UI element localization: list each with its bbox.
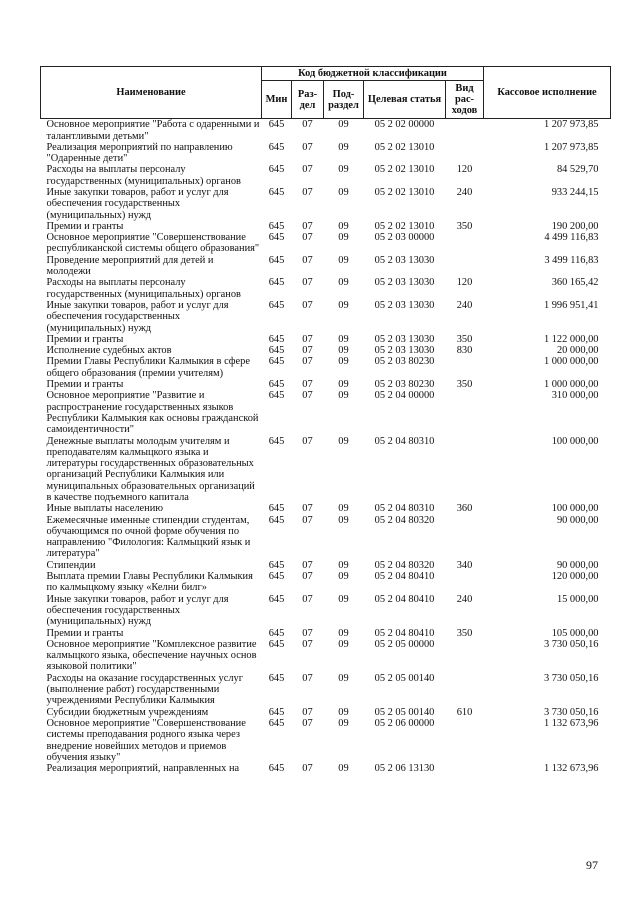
cell-min: 645 [268, 141, 285, 153]
cell-min: 645 [268, 379, 285, 391]
page-number: 97 [586, 858, 598, 872]
table-row [41, 221, 611, 232]
cell-celevaya: 05 2 04 00000 [374, 390, 435, 402]
table-body [41, 119, 611, 775]
table-row [41, 436, 611, 504]
cell-podrazdel: 09 [338, 717, 349, 729]
cell-min: 645 [268, 390, 285, 402]
cell-razdel: 07 [302, 345, 313, 357]
cell-amount: 4 499 116,83 [544, 232, 599, 244]
cell-vid: 350 [456, 220, 473, 232]
cell-min: 645 [268, 717, 285, 729]
cell-razdel: 07 [302, 254, 313, 266]
cell-celevaya: 05 2 02 13010 [374, 186, 435, 198]
cell-podrazdel: 09 [338, 593, 349, 605]
cell-celevaya: 05 2 03 13030 [374, 333, 435, 345]
header-celevaya: Целевая статья [364, 81, 446, 119]
cell-min: 645 [268, 232, 285, 244]
cell-razdel: 07 [302, 593, 313, 605]
cell-name: Расходы на оказание государственных услуг (выполнение работ) государственными учреждениями Республики Калмыкия [46, 672, 243, 707]
cell-podrazdel: 09 [338, 503, 349, 515]
cell-podrazdel: 09 [338, 254, 349, 266]
table-row [41, 277, 611, 300]
cell-vid: 120 [456, 277, 473, 289]
cell-amount: 1 000 000,00 [543, 356, 599, 368]
cell-name: Основное мероприятие "Совершенствование системы преподавания родного языка через внедрение новейших методов и приемов обучения языку" [46, 717, 246, 763]
cell-celevaya: 05 2 06 00000 [374, 717, 435, 729]
cell-razdel: 07 [302, 379, 313, 391]
cell-razdel: 07 [302, 277, 313, 289]
cell-razdel: 07 [302, 186, 313, 198]
cell-celevaya: 05 2 03 13030 [374, 299, 435, 311]
table-row [41, 594, 611, 628]
cell-name: Премии и гранты [46, 220, 124, 232]
cell-name: Ежемесячные именные стипендии студентам, обучающимся по очной форме обучения по направлению "Филология: Калмыцкий язык и литература" [46, 514, 251, 560]
cell-name: Выплата премии Главы Республики Калмыкия по калмыцкому языку «Келни билг» [46, 571, 253, 594]
cell-vid [446, 763, 484, 774]
cell-vid: 830 [456, 345, 473, 357]
cell-podrazdel: 09 [338, 277, 349, 289]
cell-podrazdel: 09 [338, 379, 349, 391]
cell-name: Иные закупки товаров, работ и услуг для обеспечения государственных (муниципальных) нужд [46, 186, 229, 221]
header-vid: Вид рас-ходов [446, 81, 484, 119]
cell-name: Премии и гранты [46, 627, 124, 639]
cell-razdel: 07 [302, 627, 313, 639]
cell-amount: 933 244,15 [551, 186, 599, 198]
table-row [41, 232, 611, 255]
cell-vid [446, 515, 484, 560]
cell-amount: 1 000 000,00 [543, 379, 599, 391]
cell-celevaya: 05 2 04 80310 [374, 503, 435, 515]
table-row [41, 390, 611, 435]
table-row [41, 560, 611, 571]
header-code-group: Код бюджетной классификации [262, 67, 484, 81]
cell-name: Реализация мероприятий по направлению "Одаренные дети" [46, 141, 233, 165]
cell-celevaya: 05 2 04 80310 [374, 435, 435, 447]
cell-amount: 1 122 000,00 [543, 333, 599, 345]
cell-razdel: 07 [302, 763, 313, 775]
cell-celevaya: 05 2 03 00000 [374, 232, 435, 244]
cell-vid [446, 673, 484, 707]
cell-name: Стипендии [46, 559, 96, 571]
cell-amount: 3 730 050,16 [543, 672, 599, 684]
cell-vid [446, 639, 484, 673]
cell-amount: 1 207 973,85 [543, 141, 599, 153]
cell-razdel: 07 [302, 514, 313, 526]
cell-min: 645 [268, 299, 285, 311]
cell-razdel: 07 [302, 706, 313, 718]
cell-min: 645 [268, 638, 285, 650]
cell-name: Исполнение судебных актов [46, 345, 172, 357]
cell-name: Расходы на выплаты персоналу государственных (муниципальных) органов [46, 277, 241, 300]
cell-celevaya: 05 2 04 80320 [374, 559, 435, 571]
cell-name: Основное мероприятие "Совершенствование республиканской системы общего образования" [46, 232, 260, 255]
cell-razdel: 07 [302, 220, 313, 232]
cell-razdel: 07 [302, 571, 313, 583]
cell-amount: 360 165,42 [551, 277, 599, 289]
cell-podrazdel: 09 [338, 333, 349, 345]
cell-razdel: 07 [302, 299, 313, 311]
cell-podrazdel: 09 [338, 627, 349, 639]
cell-razdel: 07 [302, 356, 313, 368]
cell-razdel: 07 [302, 435, 313, 447]
header-kassovoe: Кассовое исполнение [484, 67, 611, 119]
cell-min: 645 [268, 627, 285, 639]
cell-celevaya: 05 2 05 00000 [374, 638, 435, 650]
cell-name: Основное мероприятие "Комплексное развитие калмыцкого языка, обеспечение научных основ языковой политики" [46, 638, 257, 673]
cell-podrazdel: 09 [338, 164, 349, 176]
cell-vid [446, 436, 484, 504]
budget-table [40, 66, 611, 774]
cell-amount: 1 207 973,85 [543, 119, 599, 131]
cell-razdel: 07 [302, 638, 313, 650]
cell-amount: 3 730 050,16 [543, 638, 599, 650]
cell-amount: 84 529,70 [556, 164, 599, 176]
cell-razdel: 07 [302, 672, 313, 684]
cell-amount: 120 000,00 [551, 571, 599, 583]
cell-vid: 240 [456, 299, 473, 311]
cell-vid: 120 [456, 164, 473, 176]
header-podrazdel: Под-раздел [324, 81, 364, 119]
cell-vid [446, 390, 484, 435]
cell-vid [446, 571, 484, 594]
cell-vid [446, 718, 484, 763]
cell-vid: 350 [456, 379, 473, 391]
cell-podrazdel: 09 [338, 638, 349, 650]
cell-celevaya: 05 2 03 80230 [374, 356, 435, 368]
cell-min: 645 [268, 277, 285, 289]
cell-min: 645 [268, 593, 285, 605]
cell-celevaya: 05 2 03 13030 [374, 277, 435, 289]
table-row [41, 571, 611, 594]
cell-amount: 20 000,00 [556, 345, 599, 357]
cell-name: Иные выплаты населению [46, 503, 164, 515]
cell-min: 645 [268, 763, 285, 775]
cell-podrazdel: 09 [338, 186, 349, 198]
table-row [41, 628, 611, 639]
cell-amount: 105 000,00 [551, 627, 599, 639]
cell-vid [446, 232, 484, 255]
cell-razdel: 07 [302, 141, 313, 153]
cell-razdel: 07 [302, 119, 313, 131]
cell-celevaya: 05 2 02 00000 [374, 119, 435, 131]
cell-podrazdel: 09 [338, 390, 349, 402]
table-row [41, 673, 611, 707]
cell-celevaya: 05 2 03 80230 [374, 379, 435, 391]
cell-razdel: 07 [302, 559, 313, 571]
cell-min: 645 [268, 186, 285, 198]
cell-celevaya: 05 2 05 00140 [374, 672, 435, 684]
table-row [41, 164, 611, 187]
cell-podrazdel: 09 [338, 514, 349, 526]
header-name: Наименование [41, 67, 262, 119]
cell-razdel: 07 [302, 503, 313, 515]
cell-amount: 100 000,00 [551, 435, 599, 447]
cell-name: Основное мероприятие "Работа с одаренными и талантливыми детьми" [46, 119, 260, 142]
cell-celevaya: 05 2 02 13010 [374, 164, 435, 176]
cell-podrazdel: 09 [338, 571, 349, 583]
cell-podrazdel: 09 [338, 706, 349, 718]
table-row [41, 255, 611, 278]
cell-min: 645 [268, 345, 285, 357]
cell-vid: 240 [456, 593, 473, 605]
header-razdel: Раз-дел [292, 81, 324, 119]
cell-podrazdel: 09 [338, 220, 349, 232]
cell-name: Премии и гранты [46, 379, 124, 391]
cell-amount: 1 132 673,96 [543, 717, 599, 729]
cell-min: 645 [268, 356, 285, 368]
cell-name: Иные закупки товаров, работ и услуг для обеспечения государственных (муниципальных) нужд [46, 593, 229, 628]
cell-vid [446, 142, 484, 165]
cell-amount: 190 200,00 [551, 220, 599, 232]
cell-min: 645 [268, 435, 285, 447]
cell-celevaya: 05 2 04 80410 [374, 593, 435, 605]
cell-name: Субсидии бюджетным учреждениям [46, 706, 209, 718]
cell-vid: 360 [456, 503, 473, 515]
cell-min: 645 [268, 254, 285, 266]
budget-table-container [40, 66, 610, 774]
cell-name: Расходы на выплаты персоналу государственных (муниципальных) органов [46, 164, 241, 187]
cell-amount: 1 132 673,96 [543, 763, 599, 775]
cell-name: Основное мероприятие "Развитие и распространение государственных языков Республики Калмыкия как основы гражданской самоидентичности" [46, 390, 259, 436]
cell-amount: 90 000,00 [556, 559, 599, 571]
cell-min: 645 [268, 514, 285, 526]
cell-podrazdel: 09 [338, 232, 349, 244]
table-row [41, 142, 611, 165]
table-row [41, 707, 611, 718]
table-row [41, 119, 611, 142]
cell-amount: 3 730 050,16 [543, 706, 599, 718]
cell-podrazdel: 09 [338, 559, 349, 571]
cell-amount: 3 499 116,83 [544, 254, 599, 266]
cell-vid: 610 [456, 706, 473, 718]
cell-name: Проведение мероприятий для детей и молодежи [46, 254, 214, 278]
cell-min: 645 [268, 119, 285, 131]
cell-celevaya: 05 2 03 13030 [374, 254, 435, 266]
table-row [41, 300, 611, 334]
cell-amount: 310 000,00 [551, 390, 599, 402]
cell-razdel: 07 [302, 232, 313, 244]
cell-razdel: 07 [302, 390, 313, 402]
cell-amount: 100 000,00 [551, 503, 599, 515]
cell-vid [446, 255, 484, 278]
cell-min: 645 [268, 672, 285, 684]
table-row [41, 718, 611, 763]
table-row [41, 334, 611, 345]
cell-amount: 15 000,00 [556, 593, 599, 605]
table-row [41, 503, 611, 514]
cell-podrazdel: 09 [338, 345, 349, 357]
cell-min: 645 [268, 706, 285, 718]
cell-razdel: 07 [302, 333, 313, 345]
table-row [41, 345, 611, 356]
cell-podrazdel: 09 [338, 299, 349, 311]
cell-vid: 350 [456, 627, 473, 639]
cell-min: 645 [268, 333, 285, 345]
cell-celevaya: 05 2 04 80320 [374, 514, 435, 526]
cell-podrazdel: 09 [338, 435, 349, 447]
cell-name: Премии Главы Республики Калмыкия в сфере общего образования (премии учителям) [46, 356, 250, 379]
cell-min: 645 [268, 571, 285, 583]
cell-razdel: 07 [302, 717, 313, 729]
cell-celevaya: 05 2 02 13010 [374, 220, 435, 232]
cell-podrazdel: 09 [338, 763, 349, 775]
cell-celevaya: 05 2 04 80410 [374, 571, 435, 583]
table-row [41, 515, 611, 560]
cell-vid [446, 119, 484, 142]
cell-amount: 90 000,00 [556, 514, 599, 526]
cell-min: 645 [268, 503, 285, 515]
cell-name: Иные закупки товаров, работ и услуг для обеспечения государственных (муниципальных) нужд [46, 299, 229, 334]
table-row [41, 763, 611, 774]
cell-name: Премии и гранты [46, 333, 124, 345]
cell-celevaya: 05 2 02 13010 [374, 141, 435, 153]
cell-vid: 240 [456, 186, 473, 198]
table-row [41, 379, 611, 390]
cell-name: Реализация мероприятий, направленных на [46, 763, 240, 775]
cell-min: 645 [268, 559, 285, 571]
cell-min: 645 [268, 164, 285, 176]
cell-name: Денежные выплаты молодым учителям и преподавателям калмыцкого языка и литературы государственных образовательных организаций Республики Калмыкия или муниципальных образовательных организаций в качестве подъемного капитала [46, 435, 255, 503]
cell-podrazdel: 09 [338, 672, 349, 684]
cell-celevaya: 05 2 06 13130 [374, 763, 435, 775]
cell-podrazdel: 09 [338, 356, 349, 368]
table-row [41, 187, 611, 221]
table-row [41, 356, 611, 379]
cell-celevaya: 05 2 04 80410 [374, 627, 435, 639]
cell-vid: 340 [456, 559, 473, 571]
cell-razdel: 07 [302, 164, 313, 176]
cell-podrazdel: 09 [338, 119, 349, 131]
cell-amount: 1 996 951,41 [543, 299, 599, 311]
table-row [41, 639, 611, 673]
cell-celevaya: 05 2 05 00140 [374, 706, 435, 718]
cell-celevaya: 05 2 03 13030 [374, 345, 435, 357]
cell-vid: 350 [456, 333, 473, 345]
header-min: Мин [262, 81, 292, 119]
cell-vid [446, 356, 484, 379]
cell-podrazdel: 09 [338, 141, 349, 153]
cell-min: 645 [268, 220, 285, 232]
